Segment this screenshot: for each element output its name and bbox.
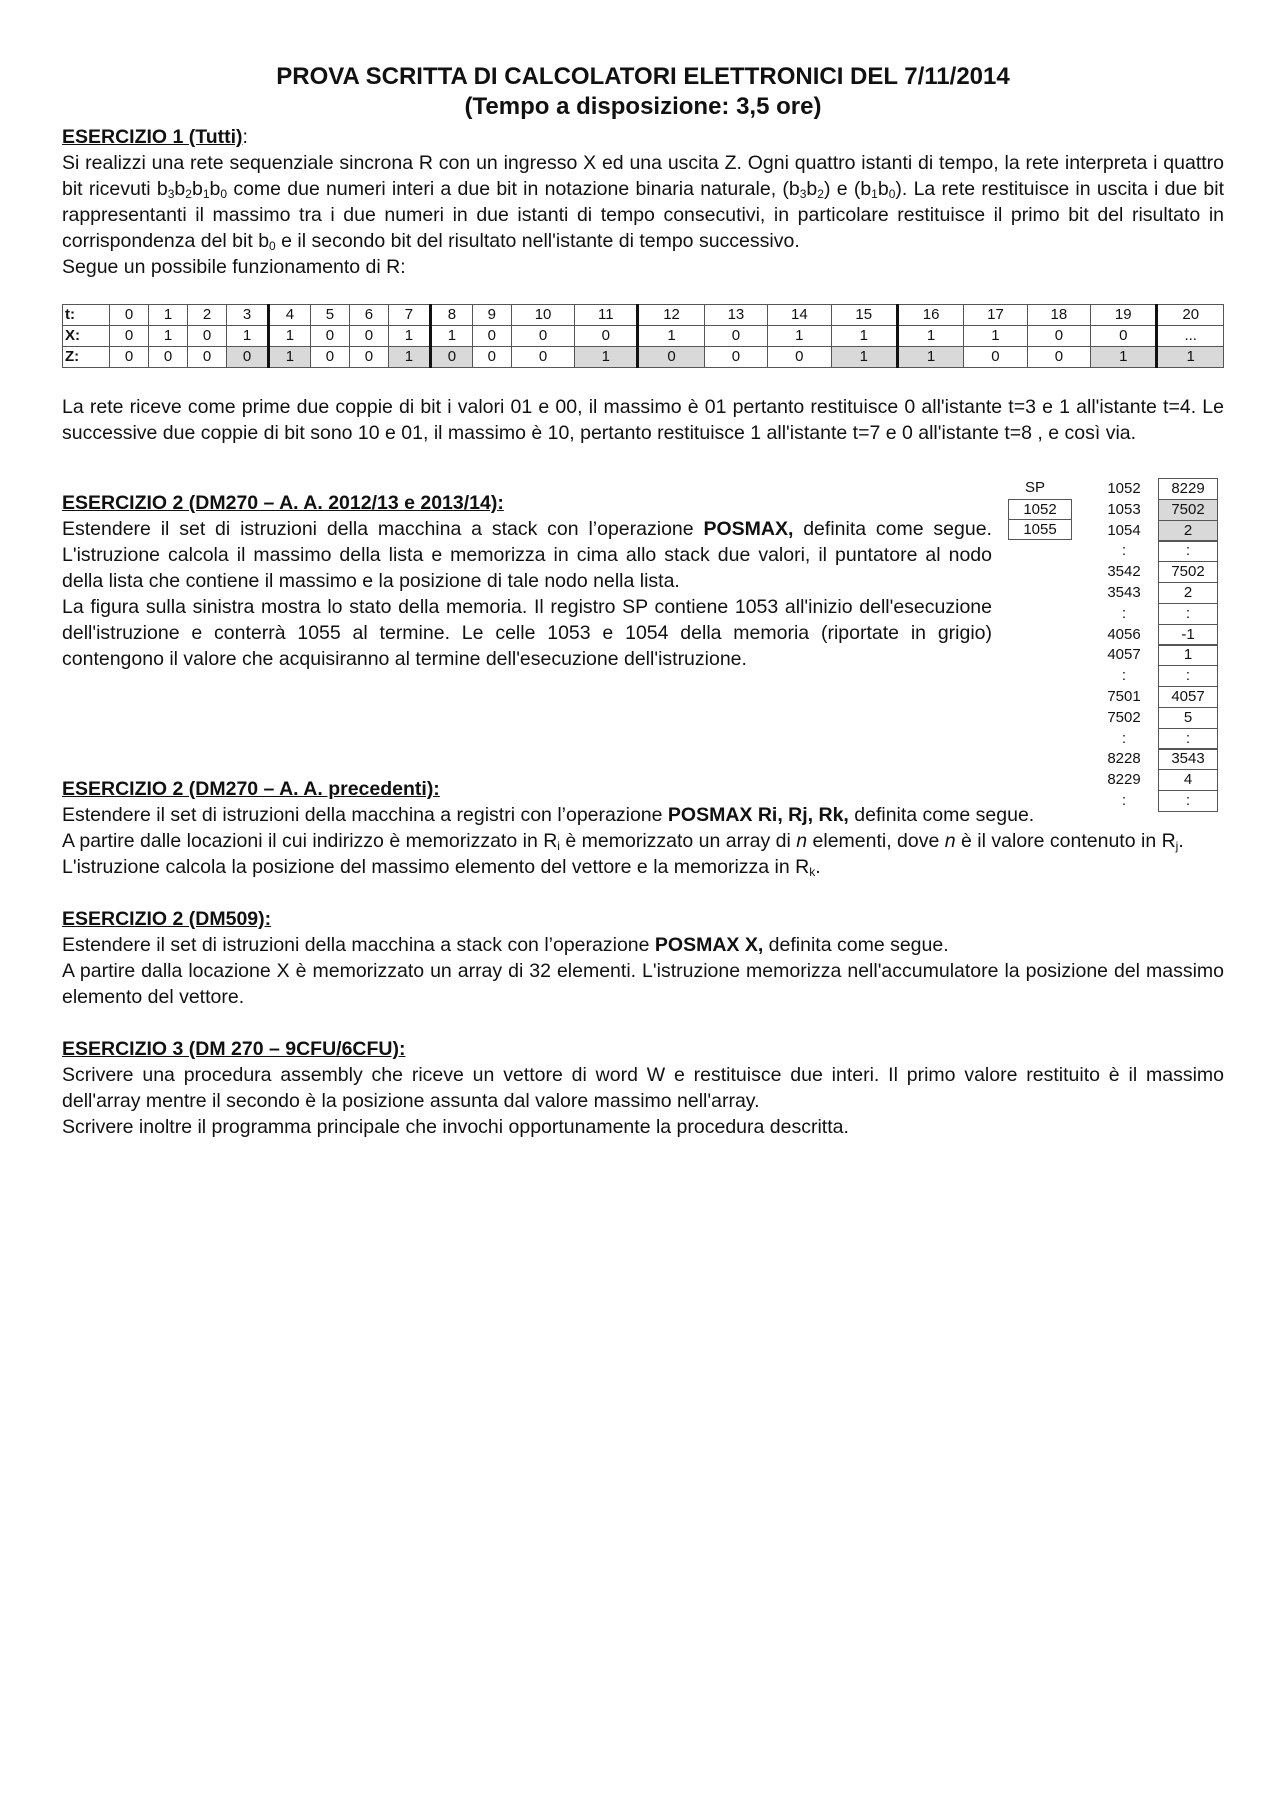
timing-cell: 6 [349,305,388,326]
ex2b-text-part: A partire dalle locazioni il cui indirizzo è memorizzato in R [62,830,558,852]
memory-address: : [1121,729,1127,747]
timing-cell: 0 [472,347,511,368]
memory-address: : [1121,792,1127,809]
timing-cell: 15 [831,305,897,326]
timing-cell: 1 [1091,347,1157,368]
timing-cell: 0 [430,347,472,368]
memory-cell: : [1158,603,1218,625]
memory-address: 3542 [1107,563,1141,581]
timing-cell: 13 [704,305,767,326]
sub: 3 [167,187,175,201]
sub: k [809,865,816,879]
timing-cell: 0 [964,347,1027,368]
ex2b-text-part: . L'istruzione calcola la posizione del massimo elemento del vettore e la memorizza in R [62,830,1184,878]
sub: 1 [871,187,878,201]
timing-cell: 0 [110,326,149,347]
timing-cell: 0 [704,347,767,368]
timing-cell: 2 [188,305,227,326]
memory-cell: 5 [1158,707,1218,729]
ex2b-text-part: è memorizzato un array di [559,830,797,852]
ex2a-text-part: definita come segue. L'istruzione calcola il massimo della lista e memorizza in cima allo stack due valori, il puntatore al nodo della lista che contiene il massimo e la posizione di tale nodo nella lista. [62,518,992,592]
variable-n: n [796,830,808,852]
timing-cell: 0 [1027,326,1090,347]
timing-row-label: Z: [63,347,110,368]
sub: 0 [888,187,896,201]
timing-cell: 1 [964,326,1027,347]
timing-cell: 1 [388,326,430,347]
ex1-text-part: come due numeri interi a due bit in notazione binaria naturale, (b [227,178,800,200]
timing-cell: 4 [268,305,310,326]
sub: i [557,839,560,853]
ex2b-text-part: definita come segue. [848,804,1035,826]
timing-cell: ... [1157,326,1224,347]
ex1-text-part: b [174,178,186,200]
memory-cell: 2 [1158,582,1218,604]
sub: 1 [202,187,210,201]
timing-cell: 1 [268,326,310,347]
timing-cell: 0 [110,347,149,368]
exam-page [62,62,1224,1140]
timing-cell: 1 [1157,347,1224,368]
ex1-text-part: ). La rete restituisce in uscita i due bit rappresentanti il massimo tra i due numeri in due istanti di tempo consecutivi, in particolare restituisce il primo bit del risultato in corrispondenza del bit b [62,178,1225,252]
timing-cell: 0 [511,347,574,368]
exercise-3-text: Scrivere una procedura assembly che riceve un vettore di word W e restituisce due interi. Il primo valore restituito è il massimo dell'array mentre il secondo è la posizione assunta dal valore massimo nell'array. [62,1064,1224,1112]
sub: 2 [817,187,824,201]
timing-cell: 3 [227,305,269,326]
timing-cell: 1 [831,326,897,347]
memory-address: 4057 [1107,646,1141,664]
memory-address: : [1121,667,1127,685]
memory-address: 7502 [1107,708,1141,726]
ex2c-text-part: Estendere il set di istruzioni della macchina a stack con l’operazione [62,934,655,956]
timing-table [62,304,1224,368]
memory-address: 8229 [1107,771,1141,789]
timing-cell: 0 [472,326,511,347]
timing-cell: 0 [310,347,349,368]
instruction-name: POSMAX, [703,518,794,540]
memory-cell: -1 [1158,624,1218,646]
exercise-2a-figure-text: La figura sulla sinistra mostra lo stato della memoria. Il registro SP contiene 1053 all'inizio dell'esecuzione dell'istruzione e conterrà 1055 al termine. Le celle 1053 e 1054 della memoria (riportate in grigio) contengono il valore che acquisiranno al termine dell'esecuzione dell'istruzione. [62,596,992,670]
memory-cell: 7502 [1158,499,1218,521]
timing-cell: 12 [638,305,704,326]
memory-address: 1053 [1107,500,1141,518]
ex1-text-part: b [209,178,221,200]
exercise-2c-text [62,932,1224,958]
timing-cell: 20 [1157,305,1224,326]
exercise-2c-detail: A partire dalla locazione X è memorizzato un array di 32 elementi. L'istruzione memorizza nell'accumulatore la posizione del massimo elemento del vettore. [62,960,1224,1008]
exercise-3-text-2: Scrivere inoltre il programma principale che invochi opportunamente la procedura descritta. [62,1116,849,1138]
ex1-text-part: e il secondo bit del risultato nell'istante di tempo successivo. [275,230,800,252]
instruction-name: POSMAX Ri, Rj, Rk, [667,804,849,826]
timing-cell: 17 [964,305,1027,326]
memory-address: 1052 [1107,480,1141,497]
timing-cell: 11 [575,305,638,326]
exercise-1-text [62,150,1224,254]
instruction-name: POSMAX X, [654,934,764,956]
timing-cell: 0 [188,326,227,347]
exercise-1-heading: ESERCIZIO 1 (Tutti) [62,126,243,148]
exercise-2c [62,906,1224,1010]
timing-cell: 16 [897,305,963,326]
exam-title: PROVA SCRITTA DI CALCOLATORI ELETTRONICI DEL 7/11/2014 [276,63,1010,90]
timing-cell: 1 [149,305,188,326]
timing-cell: 0 [1091,326,1157,347]
memory-address: 1054 [1107,521,1141,539]
variable-n: n [944,830,956,852]
timing-cell: 19 [1091,305,1157,326]
sp-value-cell: 1052 [1008,499,1072,520]
timing-cell: 0 [349,347,388,368]
exercise-1 [62,124,1224,446]
ex2a-text-part: Estendere il set di istruzioni della macchina a stack con l’operazione [62,518,704,540]
memory-cell: 1 [1158,644,1218,666]
timing-cell: 10 [511,305,574,326]
timing-row-z [63,347,1224,368]
exercise-2a-heading: ESERCIZIO 2 (DM270 – A. A. 2012/13 e 2013/14): [62,492,504,514]
sub: 0 [220,187,228,201]
timing-cell: 1 [831,347,897,368]
timing-cell: 1 [768,326,831,347]
memory-address: 3543 [1107,584,1141,601]
ex2b-text-part: . [815,856,821,878]
exercise-2b-text [62,802,1224,828]
exercise-3 [62,1036,1224,1140]
timing-cell: 0 [188,347,227,368]
timing-cell: 1 [430,326,472,347]
timing-cell: 0 [310,326,349,347]
memory-cell: : [1158,540,1218,562]
timing-cell: 0 [149,347,188,368]
timing-cell: 1 [638,326,704,347]
timing-cell: 0 [349,326,388,347]
exercise-1-intro-table: Segue un possibile funzionamento di R: [62,256,406,278]
memory-cell: 4 [1158,769,1218,791]
ex2c-text-part: definita come segue. [763,934,949,956]
timing-cell: 0 [511,326,574,347]
exercise-2b-heading: ESERCIZIO 2 (DM270 – A. A. precedenti): [62,778,440,800]
exercise-2c-heading: ESERCIZIO 2 (DM509): [62,908,272,930]
sub: 2 [185,187,192,201]
memory-cell: : [1158,728,1218,750]
timing-row-label: t: [63,305,110,326]
ex1-text-part: b [806,178,818,200]
exercise-1-heading-colon: : [242,126,248,148]
timing-cell: 8 [430,305,472,326]
exercise-2a-text [62,516,992,594]
memory-address: 7501 [1107,688,1141,705]
timing-cell: 1 [897,326,963,347]
timing-cell: 0 [575,326,638,347]
timing-row-x [63,326,1224,347]
timing-cell: 1 [388,347,430,368]
timing-cell: 0 [110,305,149,326]
timing-cell: 0 [768,347,831,368]
memory-cell: 3543 [1158,748,1218,770]
ex1-text-part: Si realizzi una rete sequenziale sincrona R con un ingresso X ed una uscita Z. Ogni quattro istanti di tempo, la rete interpreta i quattro bit ricevuti b [62,152,1224,200]
memory-address: 8228 [1107,750,1141,768]
timing-row-t [63,305,1224,326]
timing-cell: 1 [897,347,963,368]
ex2b-text-part: è il valore contenuto in R [955,830,1176,852]
timing-cell: 1 [575,347,638,368]
sp-value-cell: 1055 [1008,519,1072,540]
sub: 0 [269,239,276,253]
sub: 3 [799,187,807,201]
memory-address: : [1121,542,1127,560]
ex2b-text-part: elementi, dove [807,830,945,852]
memory-cell: 2 [1158,520,1218,542]
ex1-text-part: b [877,178,889,200]
memory-cell: 4057 [1158,686,1218,708]
memory-cell: 7502 [1158,561,1218,583]
memory-cell: 8229 [1158,478,1218,500]
memory-address: 4056 [1107,625,1141,643]
ex1-text-part: b [191,178,203,200]
ex1-text-part: ) e (b [823,178,872,200]
timing-row-label: X: [63,326,110,347]
memory-cell: : [1158,790,1218,812]
timing-cell: 7 [388,305,430,326]
sp-label: SP [1024,479,1045,496]
exercise-3-heading: ESERCIZIO 3 (DM 270 – 9CFU/6CFU): [62,1038,406,1060]
exercise-1-explanation: La rete riceve come prime due coppie di bit i valori 01 e 00, il massimo è 01 pertanto restituisce 0 all'istante t=3 e 1 all'istante t=4. Le successive due coppie di bit sono 10 e 01, il massimo è 10, pertanto restituisce 1 all'istante t=7 e 0 all'istante t=8 , e così via. [62,396,1224,444]
exercise-2a [62,490,992,672]
exam-duration: (Tempo a disposizione: 3,5 ore) [464,93,822,120]
timing-cell: 1 [149,326,188,347]
exercise-2b-detail [62,828,1224,880]
ex2b-text-part: Estendere il set di istruzioni della macchina a registri con l’operazione [62,804,668,826]
timing-cell: 0 [1027,347,1090,368]
timing-cell: 18 [1027,305,1090,326]
memory-address: : [1121,604,1127,622]
timing-cell: 1 [268,347,310,368]
memory-cell: : [1158,665,1218,687]
timing-cell: 5 [310,305,349,326]
timing-cell: 0 [704,326,767,347]
timing-cell: 9 [472,305,511,326]
timing-cell: 14 [768,305,831,326]
timing-cell: 0 [638,347,704,368]
exercise-2b [62,776,1224,880]
timing-cell: 1 [227,326,269,347]
timing-cell: 0 [227,347,269,368]
sub: j [1175,839,1179,853]
